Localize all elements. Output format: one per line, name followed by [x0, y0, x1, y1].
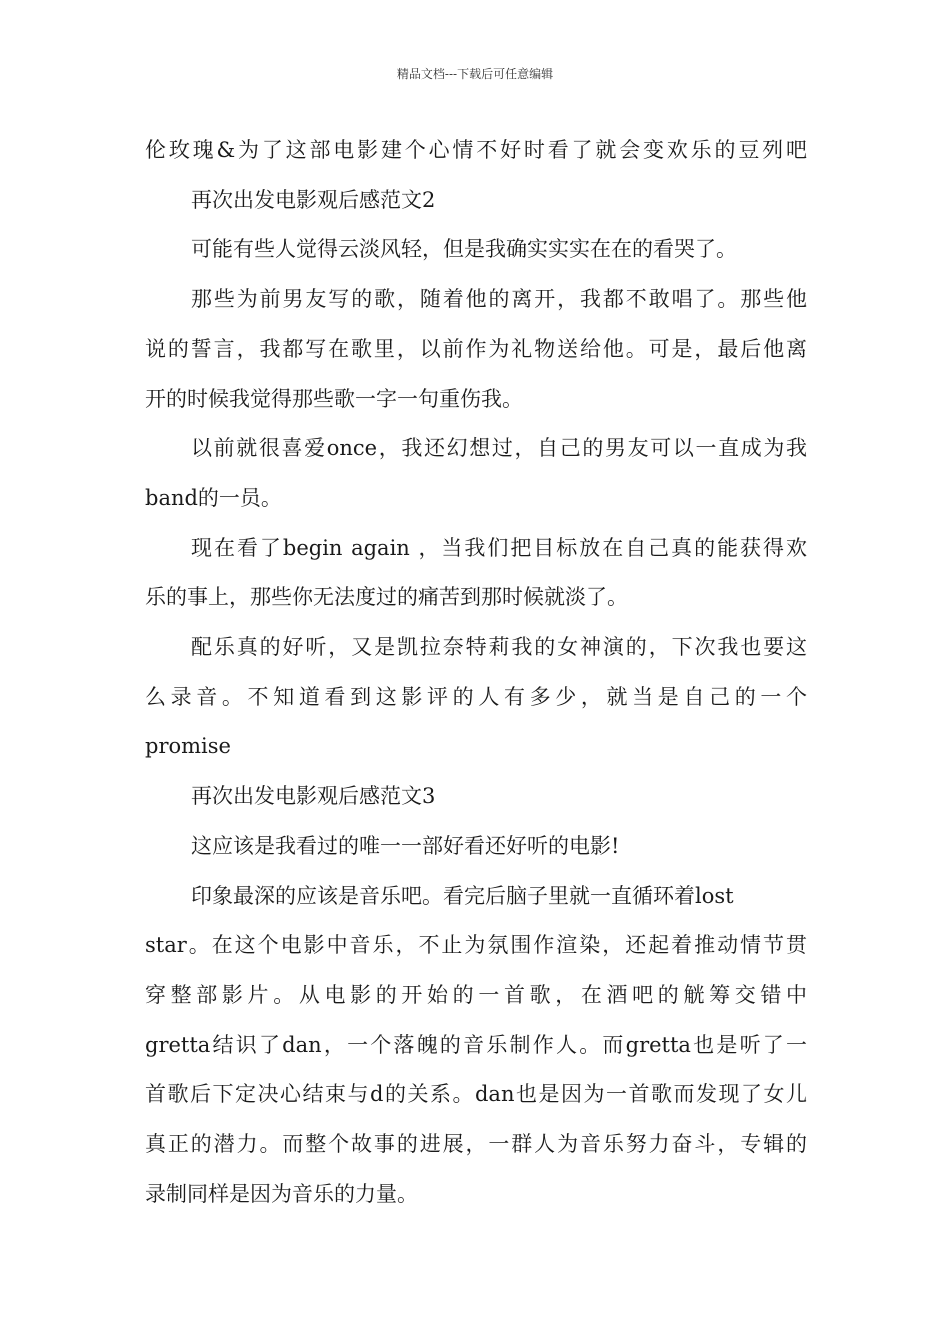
text-line: 乐的事上，那些你无法度过的痛苦到那时候就淡了。 — [145, 585, 628, 610]
text-line: gretta结识了dan，一个落魄的音乐制作人。而gretta也是听了一 — [145, 1032, 807, 1057]
text-line: 那些为前男友写的歌，随着他的离开，我都不敢唱了。那些他 — [191, 287, 807, 312]
page-header: 精品文档---下载后可任意编辑 — [396, 67, 554, 81]
text-line: 以前就很喜爱once，我还幻想过，自己的男友可以一直成为我 — [191, 436, 807, 461]
text-line: 开的时候我觉得那些歌一字一句重伤我。 — [145, 386, 523, 411]
text-line: 配乐真的好听，又是凯拉奈特莉我的女神演的，下次我也要这 — [191, 635, 807, 660]
section-heading: 再次出发电影观后感范文2 — [191, 187, 436, 212]
text-line: 这应该是我看过的唯一一部好看还好听的电影! — [191, 833, 620, 858]
text-line: 首歌后下定决心结束与d的关系。dan也是因为一首歌而发现了女儿 — [145, 1082, 807, 1107]
text-line: 穿整部影片。从电影的开始的一首歌，在酒吧的觥筹交错中 — [145, 982, 807, 1007]
text-line: 说的誓言，我都写在歌里，以前作为礼物送给他。可是，最后他离 — [145, 336, 807, 361]
text-line: 真正的潜力。而整个故事的进展，一群人为音乐努力奋斗，专辑的 — [145, 1132, 807, 1157]
text-line: 录制同样是因为音乐的力量。 — [145, 1181, 418, 1206]
text-line: promise — [145, 734, 231, 759]
text-line: 现在看了begin again ，当我们把目标放在自己真的能获得欢 — [191, 535, 807, 560]
section-heading: 再次出发电影观后感范文3 — [191, 784, 436, 809]
text-line: 可能有些人觉得云淡风轻，但是我确实实实在在的看哭了。 — [191, 237, 737, 262]
text-line: 么录音。不知道看到这影评的人有多少，就当是自己的一个 — [145, 684, 807, 709]
text-line: star。在这个电影中音乐，不止为氛围作渲染，还起着推动情节贯 — [145, 933, 807, 958]
text-line: band的一员。 — [145, 485, 282, 510]
document-body — [145, 126, 807, 1219]
text-line: 印象最深的应该是音乐吧。看完后脑子里就一直循环着lost — [191, 883, 734, 908]
text-line: 伦玫瑰&为了这部电影建个心情不好时看了就会变欢乐的豆列吧 — [145, 138, 807, 162]
